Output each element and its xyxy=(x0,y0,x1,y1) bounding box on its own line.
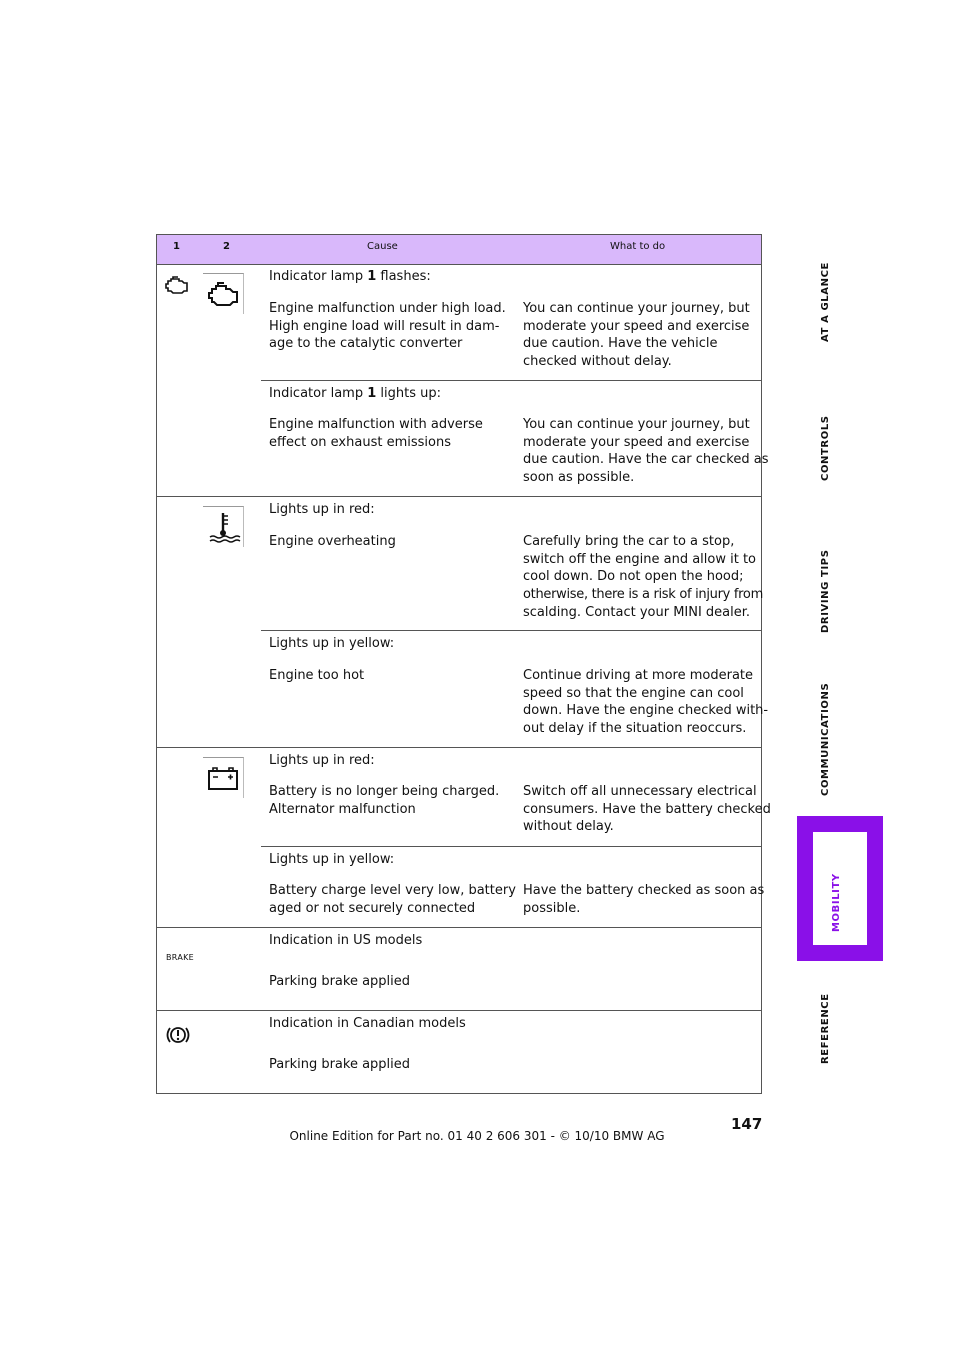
battery-icon xyxy=(203,757,244,798)
lamp-number: 1 xyxy=(367,269,377,284)
header-col-1: 1 xyxy=(173,241,180,252)
what-line: You can continue your journey, but xyxy=(523,417,750,432)
what-line: moderate your speed and exercise xyxy=(523,434,750,450)
what-line: otherwise, there is a risk of injury from xyxy=(523,587,763,603)
header-what-to-do: What to do xyxy=(610,241,666,252)
intro-text: Indicator lamp xyxy=(269,269,368,284)
sidebar-label: DRIVING TIPS xyxy=(820,549,831,633)
what-line: Carefully bring the car to a stop, xyxy=(523,534,735,549)
what-line: down. Have the engine checked with- xyxy=(523,703,769,719)
header-col-2: 2 xyxy=(223,241,230,252)
group-divider xyxy=(157,747,761,748)
group-divider xyxy=(157,927,761,928)
sidebar-label: CONTROLS xyxy=(820,415,831,481)
row5-intro: Lights up in red: xyxy=(269,753,375,768)
cause-line: Battery is no longer being charged. xyxy=(269,784,500,799)
row4-what xyxy=(523,667,768,738)
row5-cause xyxy=(269,783,499,818)
row6-what xyxy=(523,882,764,917)
row2-what xyxy=(523,416,768,487)
sidebar-label: AT A GLANCE xyxy=(820,262,831,342)
row-divider xyxy=(261,846,761,847)
what-line: checked without delay. xyxy=(523,354,672,370)
what-line: soon as possible. xyxy=(523,470,635,486)
cause-line: Battery charge level very low, battery xyxy=(269,883,516,898)
intro-text: Indicator lamp xyxy=(269,386,368,401)
row4-intro: Lights up in yellow: xyxy=(269,636,395,651)
row-divider xyxy=(261,630,761,631)
cause-line: effect on exhaust emissions xyxy=(269,434,451,450)
cause-line: age to the catalytic converter xyxy=(269,336,463,352)
indicator-table xyxy=(156,234,771,1094)
engine-icon xyxy=(203,273,244,314)
intro-text: lights up: xyxy=(376,386,441,401)
what-line: Continue driving at more moderate xyxy=(523,668,754,683)
what-line: without delay. xyxy=(523,819,614,835)
intro-text: flashes: xyxy=(376,269,431,284)
row1-what xyxy=(523,300,750,371)
what-line: Have the battery checked as soon as xyxy=(523,883,765,898)
sidebar-label: REFERENCE xyxy=(820,993,831,1064)
brake-warning-icon xyxy=(165,1024,191,1046)
what-line: consumers. Have the battery checked xyxy=(523,801,771,817)
sidebar-active-panel xyxy=(813,832,867,945)
cause-line: High engine load will result in dam- xyxy=(269,318,500,334)
group-divider xyxy=(157,496,761,497)
what-line: due caution. Have the vehicle xyxy=(523,336,718,352)
what-line: You can continue your journey, but xyxy=(523,301,750,316)
row3-what xyxy=(523,533,763,622)
what-line: scalding. Contact your MINI dealer. xyxy=(523,604,751,620)
table-header xyxy=(157,235,761,265)
row-divider xyxy=(261,380,761,381)
lamp-number: 1 xyxy=(367,386,377,401)
what-line: cool down. Do not open the hood; xyxy=(523,569,744,585)
row7-intro: Indication in US models xyxy=(269,933,423,948)
row5-what xyxy=(523,783,771,836)
row3-intro: Lights up in red: xyxy=(269,502,375,517)
coolant-temperature-icon xyxy=(203,506,244,547)
what-line: out delay if the situation reoccurs. xyxy=(523,721,747,737)
row6-intro: Lights up in yellow: xyxy=(269,852,395,867)
what-line: Switch off all unnecessary electrical xyxy=(523,784,757,799)
brake-text-icon: BRAKE xyxy=(166,953,194,962)
group-divider xyxy=(157,1010,761,1011)
cause-line: Engine too hot xyxy=(269,668,365,683)
engine-icon xyxy=(165,275,191,295)
what-line: switch off the engine and allow it to xyxy=(523,551,757,567)
cause-line: Engine malfunction under high load. xyxy=(269,301,506,316)
what-line: due caution. Have the car checked as xyxy=(523,452,769,468)
header-cause: Cause xyxy=(367,241,398,252)
row8-cause: Parking brake applied xyxy=(269,1057,411,1072)
what-line: possible. xyxy=(523,900,581,916)
sidebar-label: COMMUNICATIONS xyxy=(820,682,831,796)
row2-cause xyxy=(269,416,483,451)
what-line: speed so that the engine can cool xyxy=(523,685,744,701)
cause-line: Alternator malfunction xyxy=(269,801,416,817)
sidebar-item-mobility[interactable] xyxy=(797,816,883,961)
page-number: 147 xyxy=(731,1115,763,1133)
row8-intro: Indication in Canadian models xyxy=(269,1016,466,1031)
cause-line: aged or not securely connected xyxy=(269,900,476,916)
row1-intro xyxy=(269,268,431,286)
what-line: moderate your speed and exercise xyxy=(523,318,750,334)
cause-line: Engine malfunction with adverse xyxy=(269,417,483,432)
row6-cause xyxy=(269,882,516,917)
cause-line: Engine overheating xyxy=(269,534,396,549)
row1-cause xyxy=(269,300,506,353)
row3-cause xyxy=(269,533,396,551)
row7-cause: Parking brake applied xyxy=(269,974,411,989)
row4-cause xyxy=(269,667,364,685)
sidebar-label: MOBILITY xyxy=(831,873,842,932)
row2-intro xyxy=(269,385,441,403)
footer-text: Online Edition for Part no. 01 40 2 606 301 - © 10/10 BMW AG xyxy=(289,1129,665,1143)
